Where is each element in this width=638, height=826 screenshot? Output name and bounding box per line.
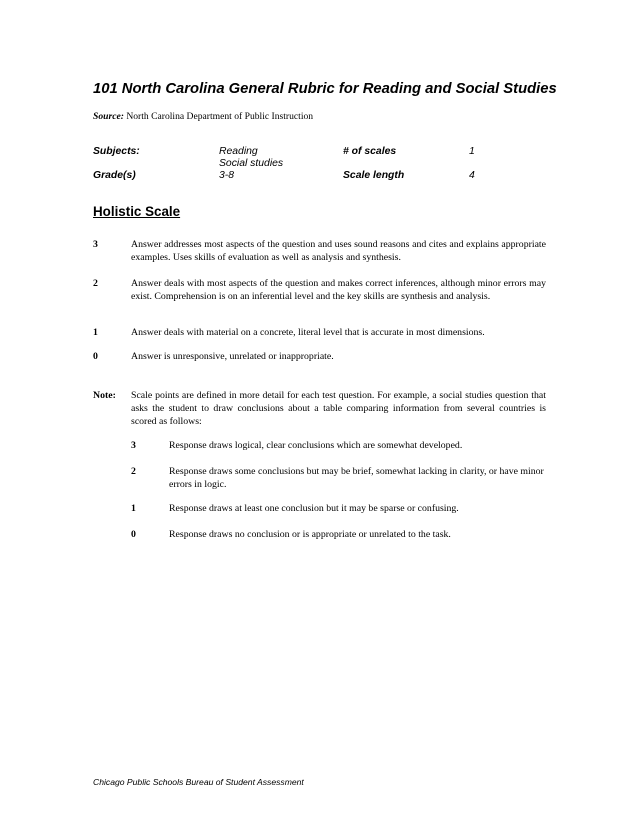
grades-value: 3-8 <box>219 170 235 181</box>
example-description: Response draws logical, clear conclusions which are somewhat developed. <box>169 440 463 451</box>
scale-description: Answer deals with most aspects of the question and makes correct inferences, although minor errors may exist. Comprehension is on an inferential level and the key skills are synthesis and analysis. <box>131 278 546 303</box>
scale-description: Answer deals with material on a concrete, literal level that is accurate in most dimensions. <box>131 327 485 338</box>
example-score: 3 <box>131 440 136 451</box>
scale-score: 3 <box>93 239 98 250</box>
example-description: Response draws no conclusion or is appropriate or unrelated to the task. <box>169 529 451 540</box>
source-value: North Carolina Department of Public Instruction <box>126 111 314 122</box>
example-description: Response draws at least one conclusion but it may be sparse or confusing. <box>169 503 459 514</box>
scale-score: 0 <box>93 351 98 362</box>
page-footer: Chicago Public Schools Bureau of Student Assessment <box>93 777 304 787</box>
note-label: Note: <box>93 390 116 401</box>
source-line <box>93 111 313 123</box>
example-score: 2 <box>131 466 136 477</box>
source-label: Source: <box>93 111 124 122</box>
subjects-label: Subjects: <box>93 146 140 157</box>
section-title: Holistic Scale <box>93 204 181 219</box>
grades-label: Grade(s) <box>93 170 136 181</box>
document-title: 101 North Carolina General Rubric for Reading and Social Studies <box>93 81 557 97</box>
note-text: Scale points are defined in more detail for each test question. For example, a social studies question that asks the student to draw conclusions about a table comparing information from several countries is scored as follows: <box>131 390 546 428</box>
example-score: 0 <box>131 529 136 540</box>
example-description: Response draws some conclusions but may be brief, somewhat lacking in clarity, or have minor errors in logic. <box>169 466 544 491</box>
scale-description: Answer is unresponsive, unrelated or inappropriate. <box>131 351 334 362</box>
scales-label: # of scales <box>343 146 397 157</box>
scale-length-label: Scale length <box>343 170 405 181</box>
scale-description: Answer addresses most aspects of the question and uses sound reasons and cites and explains appropriate examples. Uses skills of evaluation as well as analysis and synthesis. <box>131 239 546 264</box>
example-score: 1 <box>131 503 136 514</box>
scales-value: 1 <box>469 146 475 157</box>
subjects-value-reading: Reading <box>219 146 258 157</box>
scale-score: 1 <box>93 327 98 338</box>
scale-length-value: 4 <box>469 170 475 181</box>
scale-score: 2 <box>93 278 98 289</box>
subjects-value-social-studies: Social studies <box>219 158 284 169</box>
